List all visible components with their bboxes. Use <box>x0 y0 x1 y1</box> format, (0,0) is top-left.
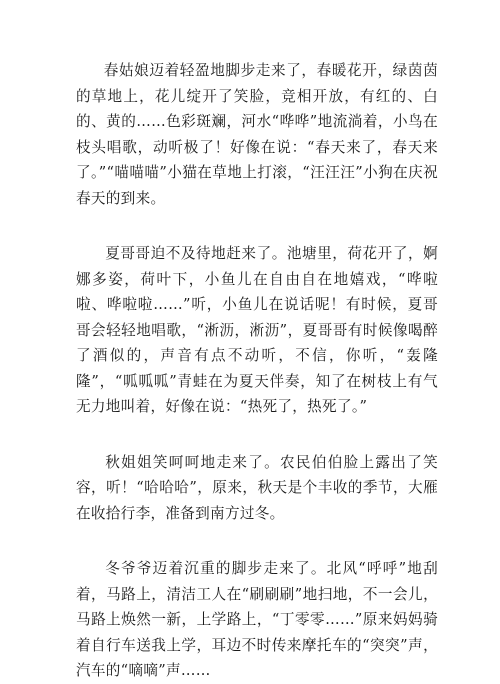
paragraph-spring: 春姑娘迈着轻盈地脚步走来了，春暖花开，绿茵茵的草地上，花儿绽开了笑脸，竞相开放，有红的、白的、黄的……色彩斑斓，河水“哗哗”地流淌着，小鸟在枝头唱歌，动听极了！好像在说：“春天来了，春天来了。”“喵喵喵”小猫在草地上打滚，“汪汪汪”小狗在庆祝春天的到来。 <box>76 62 438 207</box>
paragraph-summer: 夏哥哥迫不及待地赶来了。池塘里，荷花开了，婀娜多姿，荷叶下，小鱼儿在自由自在地嬉戏，“哗啦啦、哗啦啦……”听，小鱼儿在说话呢！有时候，夏哥哥会轻轻地唱歌，“淅沥，淅沥”，夏哥哥有时候像喝醉了酒似的，声音有点不动听，不信，你听，“轰隆隆”，“呱呱呱”青蛙在为夏天伴奏，知了在树枝上有气无力地叫着，好像在说：“热死了，热死了。” <box>76 245 438 415</box>
paragraph-winter: 冬爷爷迈着沉重的脚步走来了。北风“呼呼”地刮着，马路上，清洁工人在“刷刷刷”地扫地，不一会儿，马路上焕然一新，上学路上，“丁零零……”原来妈妈骑着自行车送我上学，耳边不时传来摩托车的“突突”声，汽车的“嘀嘀”声…… <box>76 560 438 679</box>
paragraph-autumn: 秋姐姐笑呵呵地走来了。农民伯伯脸上露出了笑容，听！“哈哈哈”，原来，秋天是个丰收的季节，大雁在收拾行李，准备到南方过冬。 <box>76 453 438 522</box>
